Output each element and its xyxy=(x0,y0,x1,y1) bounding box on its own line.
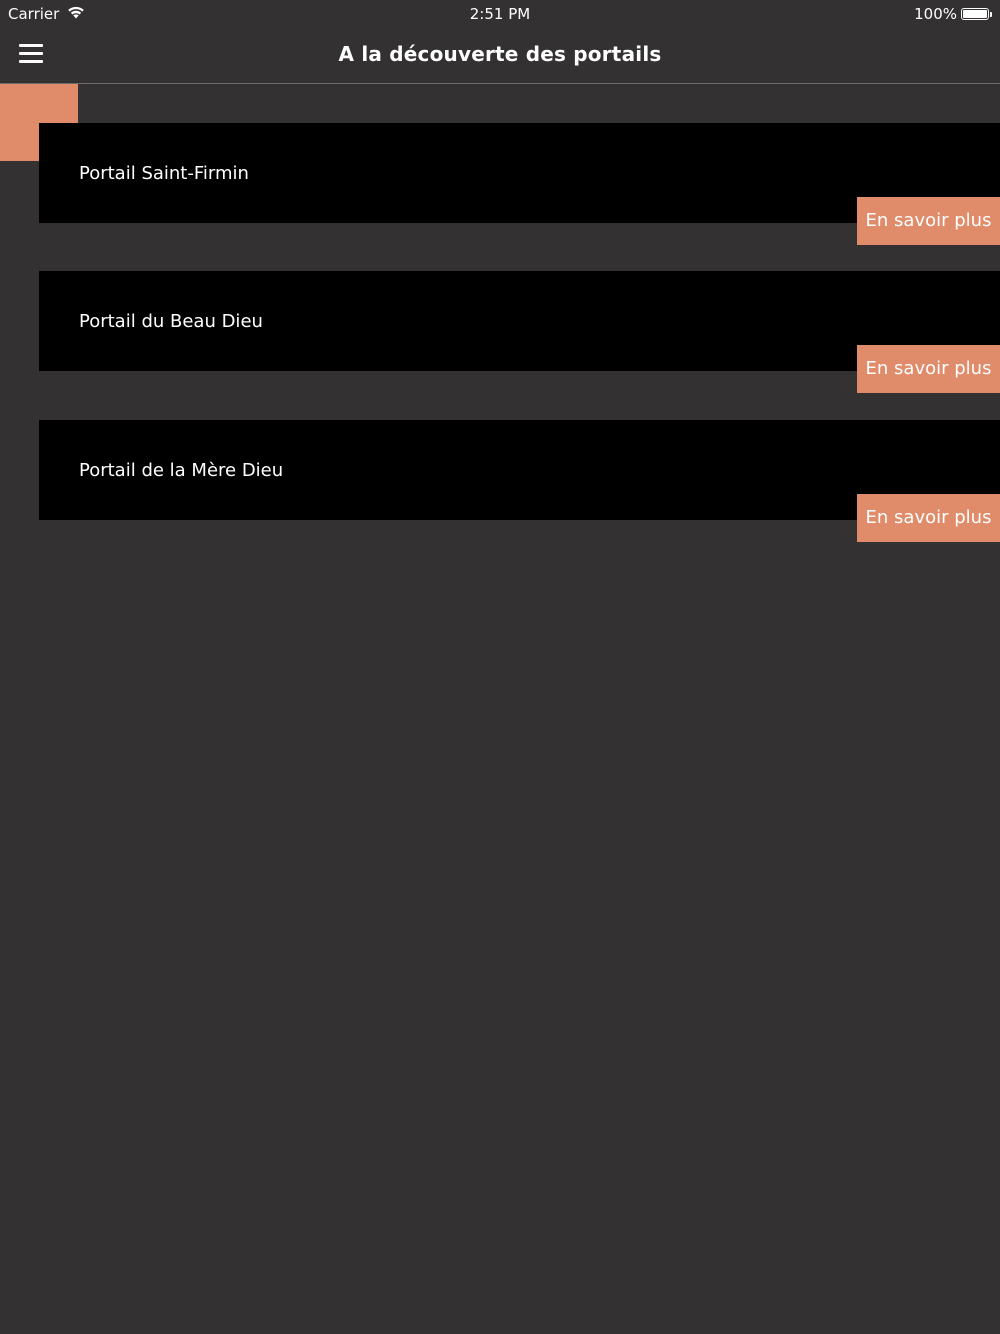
more-info-button-beau-dieu[interactable]: En savoir plus xyxy=(857,345,1000,393)
status-time: 2:51 PM xyxy=(469,5,531,23)
more-info-button-mere-dieu[interactable]: En savoir plus xyxy=(857,494,1000,542)
carrier-label: Carrier xyxy=(8,5,60,23)
status-bar xyxy=(0,0,1000,28)
portal-title: Portail du Beau Dieu xyxy=(79,311,263,332)
status-right xyxy=(914,5,992,23)
navigation-bar xyxy=(0,28,1000,84)
page-title: A la découverte des portails xyxy=(338,42,662,66)
portal-card-saint-firmin[interactable] xyxy=(39,123,1000,223)
more-info-button-saint-firmin[interactable]: En savoir plus xyxy=(857,197,1000,245)
portal-title: Portail de la Mère Dieu xyxy=(79,460,284,481)
portal-card-mere-dieu[interactable] xyxy=(39,420,1000,520)
battery-percent: 100% xyxy=(914,5,957,23)
battery-full-icon xyxy=(961,8,989,20)
portal-title: Portail Saint-Firmin xyxy=(79,163,249,184)
battery-tip xyxy=(990,12,992,17)
portal-card-beau-dieu[interactable] xyxy=(39,271,1000,371)
